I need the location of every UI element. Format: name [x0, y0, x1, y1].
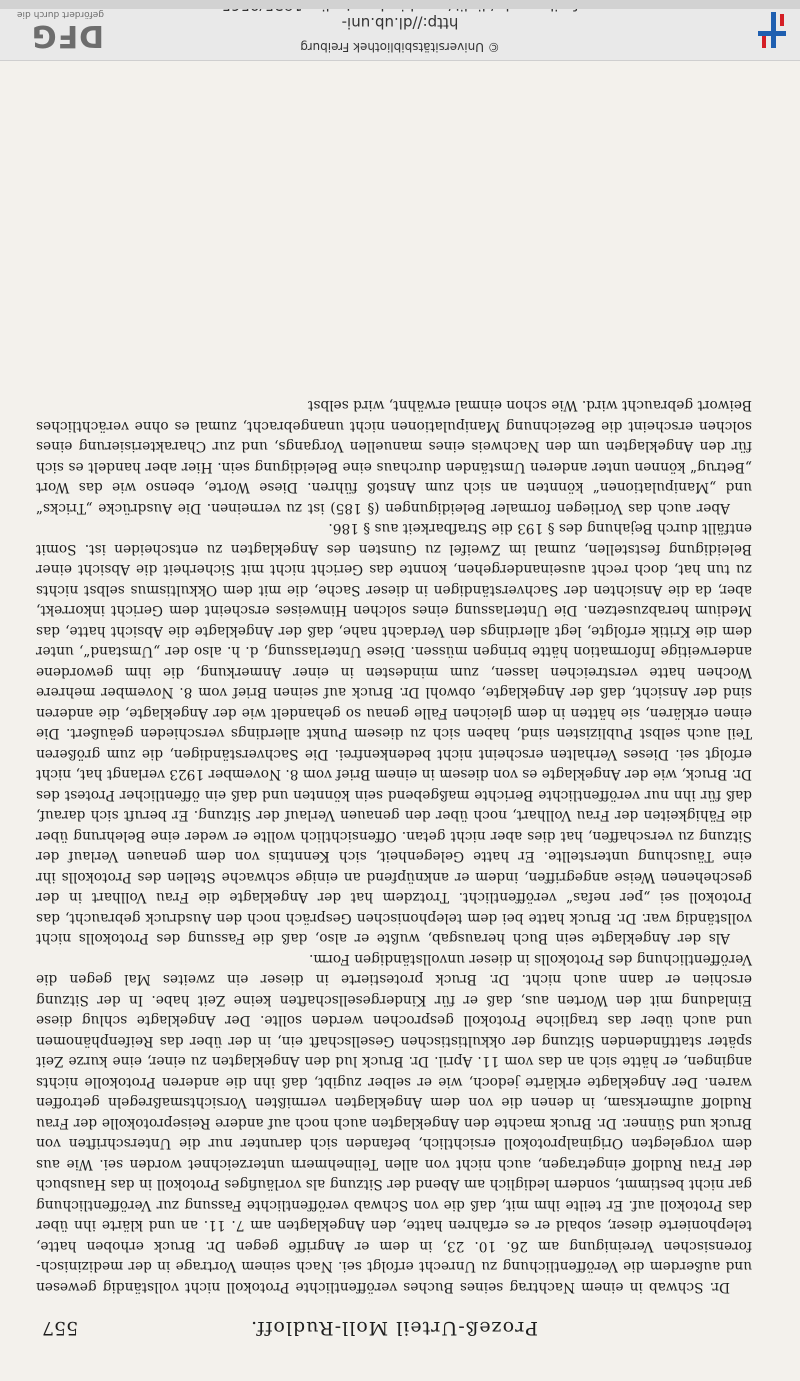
- ub-freiburg-logo-icon[interactable]: [750, 8, 794, 52]
- dfg-logo-mark: DFG: [30, 18, 104, 53]
- page-number: 557: [42, 1317, 79, 1339]
- dfg-logo-subtitle: gefördert durch die: [17, 9, 104, 19]
- running-head: [36, 1303, 752, 1343]
- copyright-text: © Universitätsbibliothek Freiburg: [300, 40, 500, 54]
- permalink-url[interactable]: http://dl.ub.uni-: [341, 14, 459, 32]
- paragraph-3: Aber auch das Vorliegen formaler Beleidigungen (§ 185) ist zu verneinen. Die Ausdrücke „Tricks“ und „Manipulationen“ könnten an sich zum Anstoß führen. Diese Worte, ebenso wie das Wort „Betrug“ können unter anderen Umständen durchaus eine Beleidigung sein. Hier aber handelt es sich für den Angeklagten um den Nachweis eines manuellen Vorgangs, und zur Charakterisierung eines solchen erscheint die Bezeichnung Manipulationen nicht unangebracht, zumal es ohne verächtliches Beiwort gebraucht wird. Wie schon einmal erwähnt, wird selbst: [36, 397, 752, 516]
- dfg-logo[interactable]: [8, 8, 104, 53]
- paragraph-2: Als der Angeklagte sein Buch herausgab, wußte er also, daß die Fassung des Protokolls nicht vollständig war. Dr. Bruck hatte bei dem telephonischen Gespräch noch den Ausdruck gebraucht, das Protokoll sei „per nefas“ veröffentlicht. Trotzdem hat der Angeklagte die Frau Vollhart in der geschehenen Weise angegriffen, indem er anknüpfend an einige schwache Stellen des Protokolls ihr eine Täuschung unterstellte. Er hatte Gelegenheit, sich Kenntnis von dem genauen Verlauf der Sitzung zu verschaffen, hat dies aber nicht getan. Offensichtlich wollte er weder eine Belehrung über die Fähigkeiten der Frau Vollhart, noch über den genauen Verlauf der Sitzung. Er beruft sich darauf, daß für ihn nur veröffentlichte Berichte maßgebend sein könnten und daß ein öffentlicher Protest des Dr. Bruck, wie der Angeklagte es von diesem in einem Brief vom 8. November 1923 verlangt hat, nicht erfolgt sei. Dieses Verhalten erscheint nicht bedenkenfrei. Die Sachverständigen, die zum größeren Teil auch selbst Publizisten sind, haben sich zu diesem Punkt allerdings verschieden geäußert. Die einen erklären, sie hätten in dem gleichen Falle genau so gehandelt wie der Angeklagte, die anderen sind der Ansicht, daß der Angeklagte, obwohl Dr. Bruck auf seinen Brief vom 8. November mehrere Wochen hatte verstreichen lassen, zum mindesten in einer Anmerkung, die ihm gewordene anderweitige Information hätte bringen müssen. Diese Unterlassung, d. h. also der „Umstand“, unter dem die Kritik erfolgte, legt allerdings den Verdacht nahe, daß der Angeklagte die Absicht hatte, das Medium herabzusetzen. Die Unterlassung eines solchen Hinweises erscheint dem Gericht inkorrekt, aber, da die Ansichten der Sachverständigen in dieser Sache, die mit dem Okkultismus selbst nichts zu tun hat, doch recht auseinandergehen, konnte das Gericht nicht mit Sicherheit die Absicht einer Beleidigung feststellen, zumal im Zweifel zu Gunsten des Angeklagten zu entscheiden ist. Somit entfällt durch Bejahung des § 193 die Strafbarkeit aus § 186.: [36, 520, 752, 947]
- document-page: [36, 73, 752, 1343]
- paragraph-1: Dr. Schwab in einem Nachtrag seines Buches veröffentlichte Protokoll nicht vollständig gewesen und außerdem die Veröffentlichung zu Unrecht erfolgt sei. Nach seinem Vortrage in der medizinisch-forensischen Vereinigung am 26. 10. 23, in dem er Angriffe gegen Dr. Bruck erhoben hatte, telephonierte dieser, sobald er es erfahren hatte, den Angeklagten am 7. 11. an und klärte ihn über das Protokoll auf. Er teilte ihm mit, daß die von Schwab veröffentlichte Fassung zur Veröffentlichung gar nicht bestimmt, sondern lediglich am Abend der Sitzung als vorläufiges Protokoll in das Hausbuch der Frau Rudloff eingetragen, auch nicht von allen Teilnehmern unterzeichnet worden sei. Wie aus dem vorgelegten Originalprotokoll ersichtlich, befanden sich darunter nur die Unterschriften von Bruck und Sünner. Dr. Bruck machte den Angeklagten auch noch auf andere Reiseprotokolle der Frau Rudloff aufmerksam, in denen die von dem Angeklagten vermißten Vorsichtsmaßregeln getroffen waren. Der Angeklagte erklärte jedoch, wie er selber zugibt, daß ihn die anderen Protokolle nichts angingen, er hätte sich an das vom 11. April. Dr. Bruck lud den Angeklagten zu einer, eine kurze Zeit später stattfindenden Sitzung der okkultistischen Gesellschaft ein, in der über das Reifenphänomen und auch über das tragliche Protokoll gesprochen werden sollte. Der Angeklagte schlug diese Einladung mit den Worten aus, daß er für Kindergesellschaften keine Zeit habe. In der Sitzung erschien er dann auch nicht. Dr. Bruck protestierte in dieser ein zweites Mal gegen die Veröffentlichung des Protokolls in dieser unvollständigen Form.: [36, 951, 752, 1295]
- body-text: [36, 395, 752, 1297]
- digitization-header: [0, 0, 800, 61]
- running-title: Prozeß-Urteil Moll-Rudloff.: [250, 1317, 538, 1339]
- top-edge-strip: [0, 0, 800, 9]
